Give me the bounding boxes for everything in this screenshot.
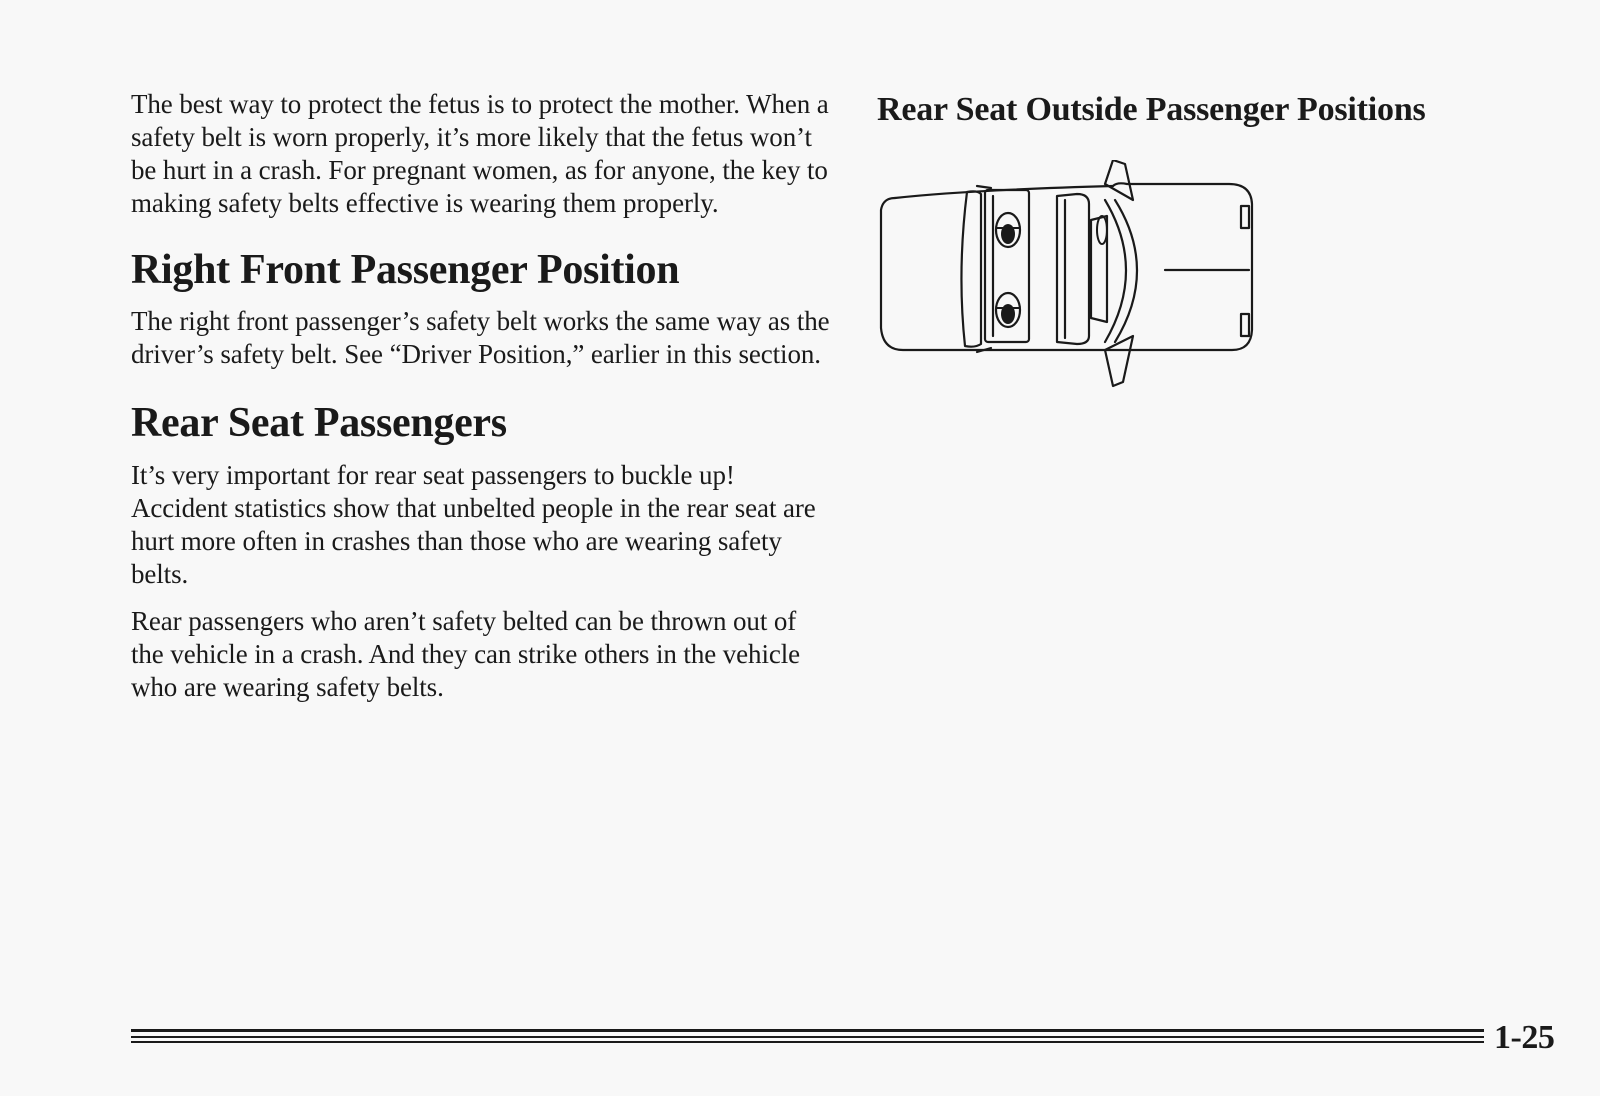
occupant-left-rear [996, 213, 1020, 247]
paragraph-right-front-passenger: The right front passenger’s safety belt works the same way as the driver’s safety belt. See “Driver Position,” earlier in this section. [131, 306, 830, 369]
footer-rule-thin-2 [131, 1041, 1484, 1043]
occupant-right-rear [996, 293, 1020, 327]
heading-right-front-passenger: Right Front Passenger Position [131, 247, 680, 293]
paragraph-rear-seat-buckle-up: It’s very important for rear seat passengers to buckle up! Accident statistics show that unbelted people in the rear seat are hurt more often in crashes than those who are wearing safety belts. [131, 460, 816, 589]
vehicle-diagram-svg [877, 160, 1287, 400]
heading-rear-seat-passengers: Rear Seat Passengers [131, 400, 507, 446]
heading-rear-seat-outside-positions: Rear Seat Outside Passenger Positions [877, 91, 1426, 128]
vehicle-top-view-illustration [877, 160, 1287, 400]
page-number: 1-25 [1494, 1019, 1555, 1056]
car-body-outline [881, 183, 1252, 350]
rear-window-panel [961, 191, 981, 346]
right-column [877, 88, 1567, 132]
open-door-bottom [1105, 336, 1133, 386]
footer-rule-thin-1 [131, 1036, 1484, 1038]
paragraph-rear-seat-thrown: Rear passengers who aren’t safety belted can be thrown out of the vehicle in a crash. And they can strike others in the vehicle who are wearing safety belts. [131, 606, 801, 702]
steering-wheel-icon [1097, 216, 1107, 244]
footer-rule-thick [131, 1029, 1484, 1032]
open-door-top [1105, 160, 1133, 200]
paragraph-fetus-protection: The best way to protect the fetus is to protect the mother. When a safety belt is worn properly, it’s more likely that the fetus won’t be hurt in a crash. For pregnant women, as for anyone, the key to making safety belts effective is wearing them properly. [131, 89, 829, 218]
front-seat [1057, 194, 1089, 344]
left-column [131, 88, 831, 704]
footer-rule [131, 1029, 1484, 1045]
